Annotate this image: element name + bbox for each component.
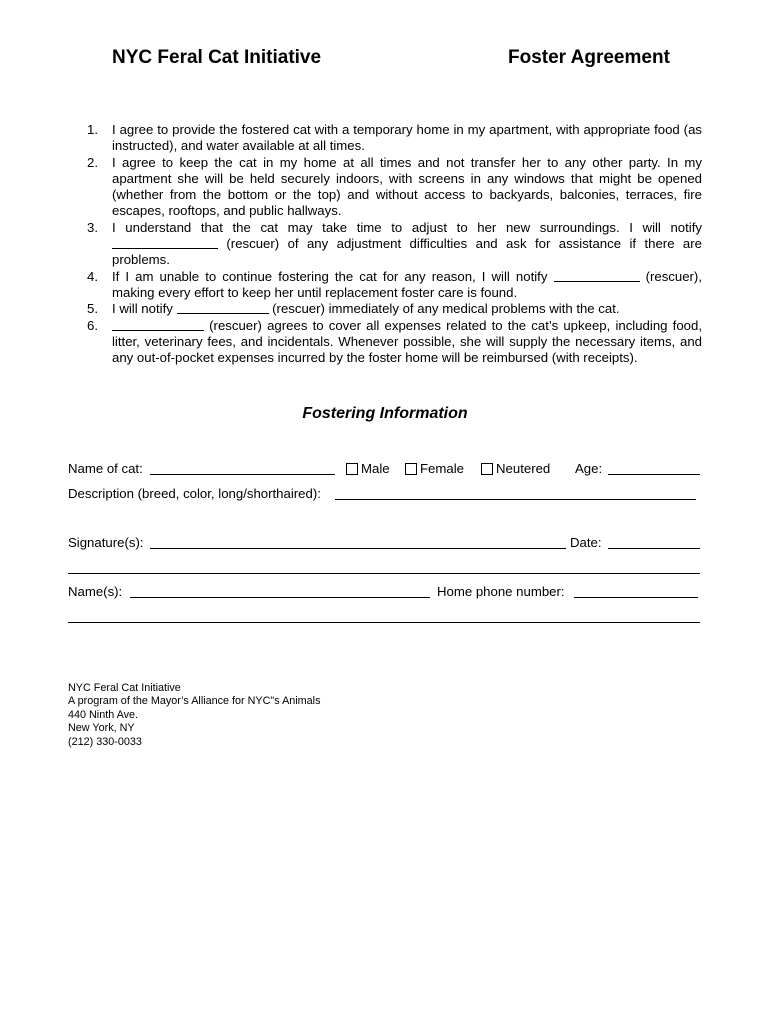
item-number: 4. (87, 268, 98, 284)
home-phone-label: Home phone number: (437, 584, 565, 599)
male-checkbox[interactable] (346, 463, 358, 475)
home-phone-field[interactable] (574, 597, 698, 598)
description-label: Description (breed, color, long/shorthaired): (68, 486, 321, 501)
rescuer-name-blank[interactable] (554, 269, 640, 282)
footer-address (68, 682, 320, 749)
female-label: Female (420, 461, 464, 476)
date-field[interactable] (608, 548, 700, 549)
footer-org: NYC Feral Cat Initiative (68, 682, 181, 694)
item-text-before: If I am unable to continue fostering the cat for any reason, I will notify (112, 268, 554, 284)
rescuer-name-blank[interactable] (112, 318, 204, 331)
second-names-line[interactable] (68, 622, 700, 623)
description-field[interactable] (335, 499, 696, 500)
agreement-item-5 (87, 301, 702, 317)
item-text-before: I understand that the cat may take time to adjust to her new surroundings. I will notify (112, 219, 702, 235)
rescuer-name-blank[interactable] (112, 236, 218, 249)
neutered-label: Neutered (496, 461, 551, 476)
male-option[interactable] (346, 461, 390, 477)
agreement-item-2 (87, 154, 702, 220)
neutered-option[interactable] (481, 461, 550, 477)
agreement-item-4 (87, 268, 702, 302)
agreement-item-6 (87, 317, 702, 367)
agreement-item-1 (87, 122, 702, 155)
item-text-before: I will notify (112, 301, 177, 317)
item-text-after: (rescuer) agrees to cover all expenses related to the cat’s upkeep, including food, litter, veterinary fees, and incidentals. Whenever possible, she will supply the necessary items, and any out-of-pocket expenses incurred by the foster home will be reimbursed (with receipts). (112, 317, 702, 366)
footer-phone: (212) 330-0033 (68, 735, 142, 748)
item-number: 2. (87, 154, 98, 170)
female-checkbox[interactable] (405, 463, 417, 475)
female-option[interactable] (405, 461, 464, 477)
date-label: Date: (570, 535, 602, 550)
section-title: Fostering Information (302, 405, 468, 422)
item-number: 6. (87, 317, 98, 333)
item-number: 1. (87, 122, 98, 137)
male-label: Male (361, 461, 390, 476)
names-field[interactable] (130, 597, 430, 598)
signature-field[interactable] (150, 548, 566, 549)
footer-street: 440 Ninth Ave. (68, 708, 139, 721)
footer-city: New York, NY (68, 722, 135, 735)
organization-title: NYC Feral Cat Initiative (112, 47, 322, 68)
agreement-item-3 (87, 219, 702, 269)
age-label: Age: (575, 461, 603, 476)
cat-name-field[interactable] (150, 474, 335, 475)
item-text-after: (rescuer), making every effort to keep her until replacement foster care is found. (112, 268, 702, 300)
footer-program: A program of the Mayor’s Alliance for NYC"s Animals (68, 695, 321, 708)
item-text: I agree to keep the cat in my home at all times and not transfer her to any other party. In my apartment she will be held securely indoors, with screens in any windows that might be opened (whether from the bottom or the top) and without access to backyards, balconies, terraces, fire escapes, rooftops, and public hallways. (112, 154, 702, 219)
cat-name-label: Name of cat: (68, 461, 143, 476)
document-title: Foster Agreement (508, 47, 670, 68)
age-field[interactable] (608, 474, 700, 475)
item-text-after: (rescuer) of any adjustment difficulties and ask for assistance if there are problems. (112, 236, 702, 268)
item-text: I agree to provide the fostered cat with a temporary home in my apartment, with appropriate food (as instructed), and water available at all times. (112, 122, 702, 154)
neutered-checkbox[interactable] (481, 463, 493, 475)
item-text-after: (rescuer) immediately of any medical problems with the cat. (268, 301, 620, 317)
agreement-list (87, 122, 702, 366)
item-number: 3. (87, 219, 98, 235)
signature-label: Signature(s): (68, 535, 144, 550)
names-label: Name(s): (68, 584, 123, 599)
rescuer-name-blank[interactable] (177, 301, 269, 314)
item-number: 5. (87, 301, 98, 317)
second-signature-line[interactable] (68, 573, 700, 574)
